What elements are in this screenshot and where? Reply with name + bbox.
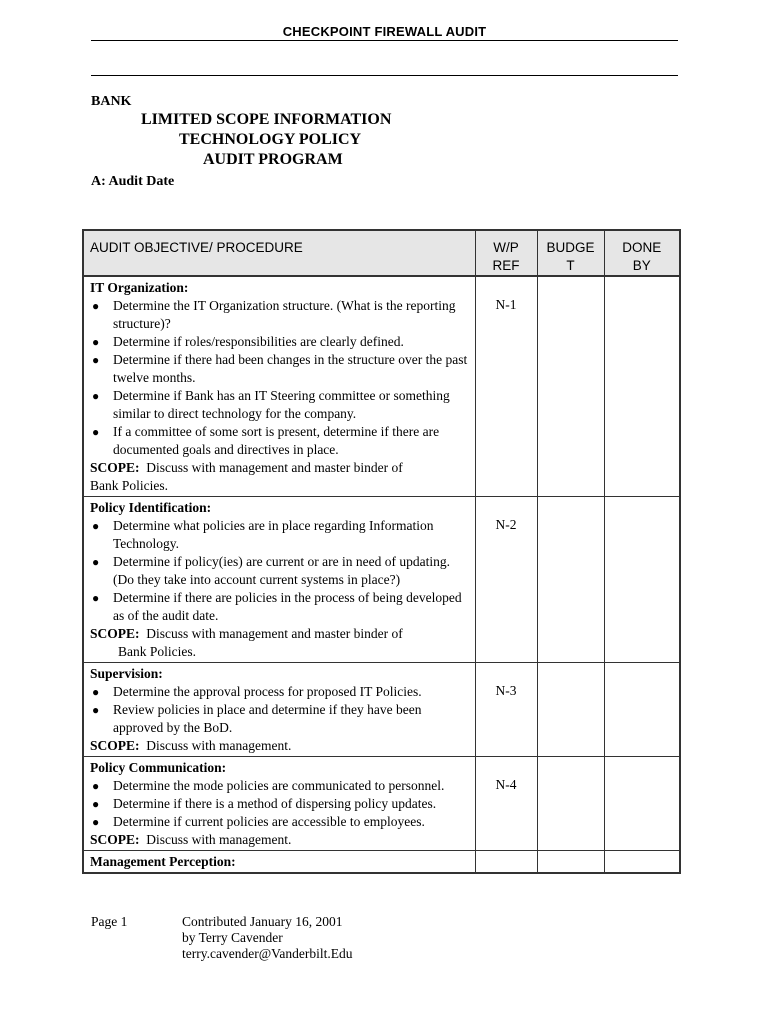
title-line-2: TECHNOLOGY POLICY bbox=[179, 131, 362, 148]
procedure-cell bbox=[83, 663, 475, 757]
wp-ref-cell: N-4 bbox=[475, 757, 537, 851]
header-done-by bbox=[604, 230, 680, 276]
bullet-icon: ● bbox=[92, 797, 100, 811]
header-budget bbox=[537, 230, 604, 276]
bullet-icon: ● bbox=[92, 425, 100, 439]
footer-contribution bbox=[182, 914, 352, 962]
audit-date-label: A: Audit Date bbox=[91, 174, 175, 189]
scope-continuation: Bank Policies. bbox=[90, 478, 168, 493]
step-text: If a committee of some sort is present, determine if there are documented goals and directives in place. bbox=[113, 424, 440, 457]
document-header-title: CHECKPOINT FIREWALL AUDIT bbox=[282, 24, 487, 39]
header-budget-line1: BUDGE bbox=[546, 240, 595, 255]
step-text: Determine if there is a method of dispersing policy updates. bbox=[113, 796, 437, 811]
scope-label: SCOPE: bbox=[90, 460, 140, 475]
header-wp-ref-line2: REF bbox=[492, 258, 520, 273]
wp-ref-cell bbox=[475, 851, 537, 874]
header-wp-ref bbox=[475, 230, 537, 276]
table-row bbox=[83, 757, 680, 851]
done-by-cell bbox=[604, 851, 680, 874]
table-row bbox=[83, 851, 680, 874]
page-number: Page 1 bbox=[91, 914, 128, 929]
wp-ref-cell: N-1 bbox=[475, 276, 537, 497]
audit-program-table bbox=[82, 229, 681, 874]
step-text: Determine if policy(ies) are current or are in need of updating. (Do they take into account current systems in place?) bbox=[113, 554, 450, 587]
scope-text: Discuss with management and master binder of bbox=[146, 460, 403, 475]
organization-label: BANK bbox=[91, 94, 132, 109]
budget-cell bbox=[537, 851, 604, 874]
title-line-1: LIMITED SCOPE INFORMATION bbox=[141, 111, 392, 128]
step-text: Determine if there are policies in the process of being developed as of the audit date. bbox=[113, 590, 462, 623]
step-list bbox=[90, 777, 469, 831]
wp-ref-cell: N-3 bbox=[475, 663, 537, 757]
scope-text: Discuss with management. bbox=[146, 738, 292, 753]
header-wp-ref-line1: W/P bbox=[493, 240, 519, 255]
step-text: Determine if current policies are accessible to employees. bbox=[113, 814, 425, 829]
header-rule-lower bbox=[91, 75, 678, 76]
scope-continuation: Bank Policies. bbox=[118, 644, 196, 659]
title-line-3: AUDIT PROGRAM bbox=[203, 151, 343, 168]
done-by-cell bbox=[604, 276, 680, 497]
list-item bbox=[90, 333, 469, 351]
scope-label: SCOPE: bbox=[90, 626, 140, 641]
list-item bbox=[90, 553, 469, 589]
step-list bbox=[90, 517, 469, 625]
table-header-row bbox=[83, 230, 680, 276]
list-item bbox=[90, 683, 469, 701]
section-title: Policy Communication: bbox=[90, 760, 227, 775]
list-item bbox=[90, 589, 469, 625]
list-item bbox=[90, 351, 469, 387]
step-text: Determine the mode policies are communicated to personnel. bbox=[113, 778, 445, 793]
bullet-icon: ● bbox=[92, 299, 100, 313]
list-item bbox=[90, 701, 469, 737]
budget-cell bbox=[537, 497, 604, 663]
contributed-date: Contributed January 16, 2001 bbox=[182, 914, 343, 929]
section-title: Supervision: bbox=[90, 666, 163, 681]
list-item bbox=[90, 387, 469, 423]
section-title: Policy Identification: bbox=[90, 500, 212, 515]
section-title: Management Perception: bbox=[90, 854, 236, 869]
list-item bbox=[90, 813, 469, 831]
bullet-icon: ● bbox=[92, 519, 100, 533]
step-text: Determine what policies are in place regarding Information Technology. bbox=[113, 518, 434, 551]
bullet-icon: ● bbox=[92, 335, 100, 349]
step-text: Determine the approval process for proposed IT Policies. bbox=[113, 684, 422, 699]
contributor-name: by Terry Cavender bbox=[182, 930, 283, 945]
procedure-cell bbox=[83, 276, 475, 497]
bullet-icon: ● bbox=[92, 703, 100, 717]
list-item bbox=[90, 423, 469, 459]
table-row bbox=[83, 276, 680, 497]
bullet-icon: ● bbox=[92, 555, 100, 569]
wp-ref-cell: N-2 bbox=[475, 497, 537, 663]
header-done-by-line2: BY bbox=[632, 258, 651, 273]
scope-text: Discuss with management and master binder of bbox=[146, 626, 403, 641]
step-text: Determine if Bank has an IT Steering committee or something similar to direct technology for the company. bbox=[113, 388, 450, 421]
bullet-icon: ● bbox=[92, 389, 100, 403]
scope-line bbox=[90, 459, 469, 477]
budget-cell bbox=[537, 757, 604, 851]
header-rule bbox=[91, 40, 678, 41]
contributor-email: terry.cavender@Vanderbilt.Edu bbox=[182, 946, 353, 961]
done-by-cell bbox=[604, 663, 680, 757]
procedure-cell bbox=[83, 497, 475, 663]
scope-line bbox=[90, 625, 469, 643]
header-procedure: AUDIT OBJECTIVE/ PROCEDURE bbox=[83, 230, 475, 276]
list-item bbox=[90, 777, 469, 795]
step-list bbox=[90, 297, 469, 459]
step-text: Review policies in place and determine if they have been approved by the BoD. bbox=[113, 702, 422, 735]
scope-label: SCOPE: bbox=[90, 832, 140, 847]
step-text: Determine the IT Organization structure. (What is the reporting structure)? bbox=[113, 298, 456, 331]
step-list bbox=[90, 683, 469, 737]
done-by-cell bbox=[604, 757, 680, 851]
budget-cell bbox=[537, 276, 604, 497]
bullet-icon: ● bbox=[92, 591, 100, 605]
procedure-cell bbox=[83, 851, 475, 874]
scope-line bbox=[90, 737, 469, 755]
section-title: IT Organization: bbox=[90, 280, 189, 295]
bullet-icon: ● bbox=[92, 353, 100, 367]
bullet-icon: ● bbox=[92, 685, 100, 699]
budget-cell bbox=[537, 663, 604, 757]
table-row bbox=[83, 497, 680, 663]
list-item bbox=[90, 297, 469, 333]
scope-label: SCOPE: bbox=[90, 738, 140, 753]
step-text: Determine if there had been changes in the structure over the past twelve months. bbox=[113, 352, 468, 385]
header-done-by-line1: DONE bbox=[622, 240, 662, 255]
procedure-cell bbox=[83, 757, 475, 851]
done-by-cell bbox=[604, 497, 680, 663]
bullet-icon: ● bbox=[92, 779, 100, 793]
scope-line bbox=[90, 831, 469, 849]
list-item bbox=[90, 517, 469, 553]
bullet-icon: ● bbox=[92, 815, 100, 829]
scope-text: Discuss with management. bbox=[146, 832, 292, 847]
table-row bbox=[83, 663, 680, 757]
header-budget-line2: T bbox=[566, 258, 575, 273]
step-text: Determine if roles/responsibilities are clearly defined. bbox=[113, 334, 404, 349]
list-item bbox=[90, 795, 469, 813]
